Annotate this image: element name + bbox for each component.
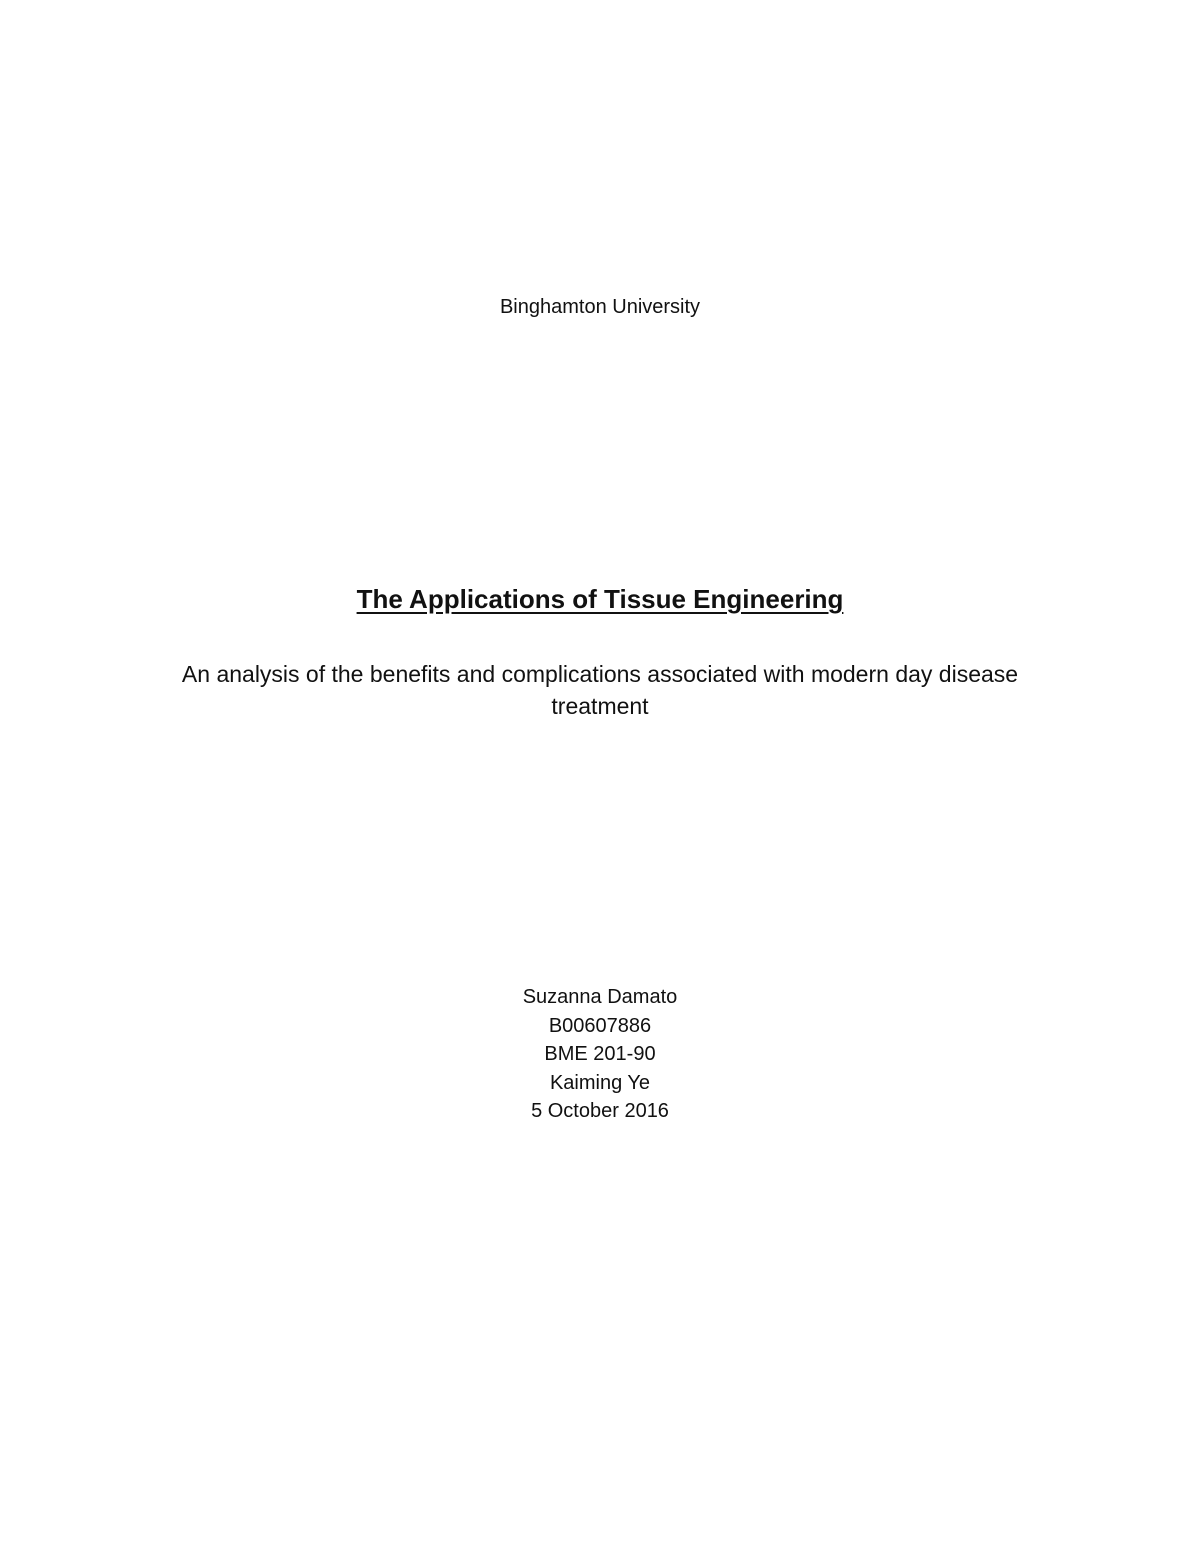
instructor-name: Kaiming Ye bbox=[549, 1071, 651, 1094]
university-name: Binghamton University bbox=[499, 296, 701, 318]
document-subtitle: An analysis of the benefits and complications associated with modern day disease treatment bbox=[181, 661, 1019, 719]
course-code: BME 201-90 bbox=[544, 1043, 656, 1065]
author-name: Suzanna Damato bbox=[522, 986, 678, 1008]
submission-date: 5 October 2016 bbox=[531, 1100, 669, 1122]
document-title: The Applications of Tissue Engineering bbox=[356, 584, 844, 614]
student-id: B00607886 bbox=[548, 1014, 652, 1037]
author-info-block bbox=[0, 983, 1200, 1126]
